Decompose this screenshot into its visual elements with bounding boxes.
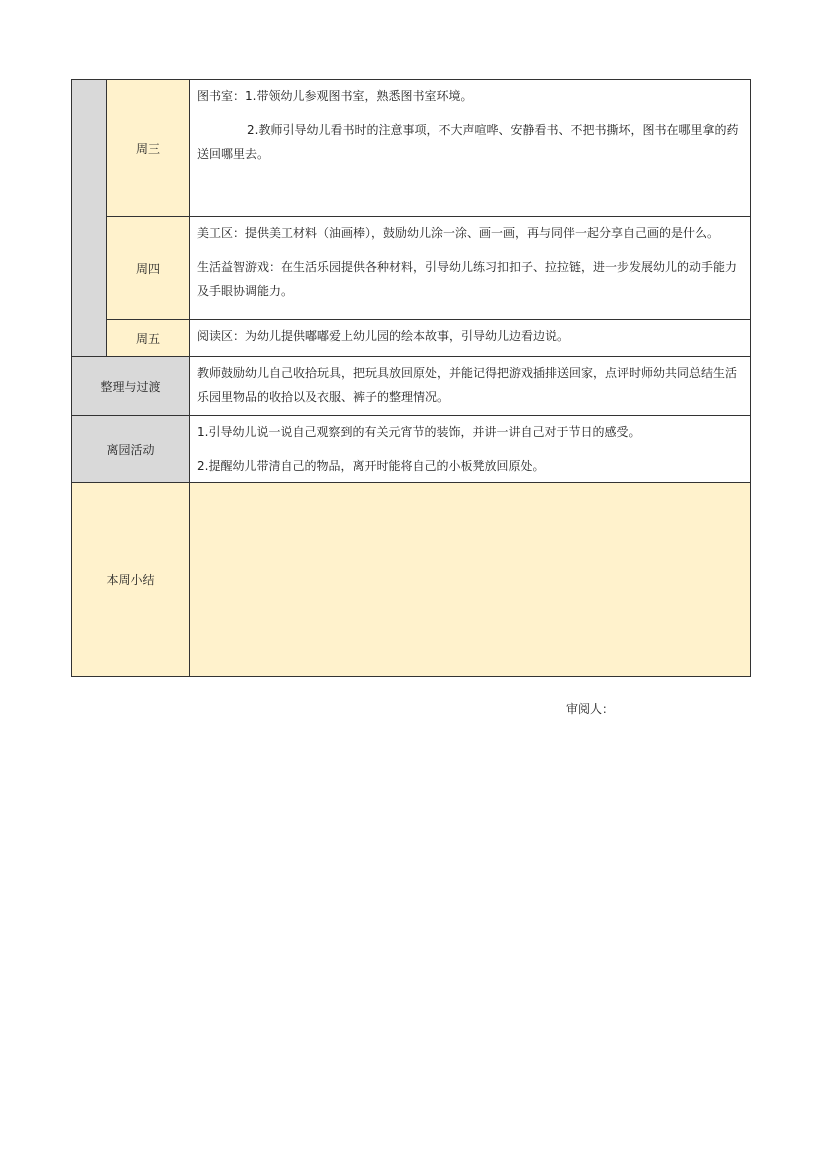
content-paragraph: 生活益智游戏：在生活乐园提供各种材料，引导幼儿练习扣扣子、拉拉链，进一步发展幼儿的动手能力及手眼协调能力。 [197, 260, 738, 298]
day-label-wed: 周三 [107, 80, 190, 217]
table-row [72, 320, 751, 357]
weekly-plan-table [71, 79, 751, 677]
table-row [72, 80, 751, 217]
section-content-leave [190, 416, 751, 483]
content-paragraph: 图书室：1.带领幼儿参观图书室，熟悉图书室环境。 [197, 89, 473, 103]
day-label-fri: 周五 [107, 320, 190, 357]
content-paragraph: 美工区：提供美工材料（油画棒），鼓励幼儿涂一涂、画一画，再与同伴一起分享自己画的是什么。 [197, 226, 720, 240]
table-row [72, 217, 751, 320]
section-content-tidy [190, 357, 751, 416]
content-paragraph: 1.引导幼儿说一说自己观察到的有关元宵节的装饰，并讲一讲自己对于节日的感受。 [197, 425, 641, 439]
day-content-wed [190, 80, 751, 217]
content-paragraph: 2.提醒幼儿带清自己的物品，离开时能将自己的小板凳放回原处。 [197, 459, 545, 473]
table-row [72, 483, 751, 677]
day-label-thu: 周四 [107, 217, 190, 320]
reviewer-label: 审阅人： [566, 702, 615, 716]
section-label-tidy: 整理与过渡 [72, 357, 190, 416]
day-content-thu [190, 217, 751, 320]
table-row [72, 357, 751, 416]
day-content-fri [190, 320, 751, 357]
summary-label: 本周小结 [72, 483, 190, 677]
content-paragraph: 阅读区：为幼儿提供嘟嘟爱上幼儿园的绘本故事，引导幼儿边看边说。 [197, 329, 570, 343]
merged-blank-cell [72, 80, 107, 357]
content-paragraph: 2.教师引导幼儿看书时的注意事项，不大声喧哗、安静看书、不把书撕坏，图书在哪里拿的药送回哪里去。 [197, 123, 739, 161]
section-label-leave: 离园活动 [72, 416, 190, 483]
summary-content [190, 483, 751, 677]
content-paragraph: 教师鼓励幼儿自己收拾玩具，把玩具放回原处，并能记得把游戏插排送回家，点评时师幼共同总结生活乐园里物品的收拾以及衣服、裤子的整理情况。 [197, 366, 738, 404]
table-row [72, 416, 751, 483]
